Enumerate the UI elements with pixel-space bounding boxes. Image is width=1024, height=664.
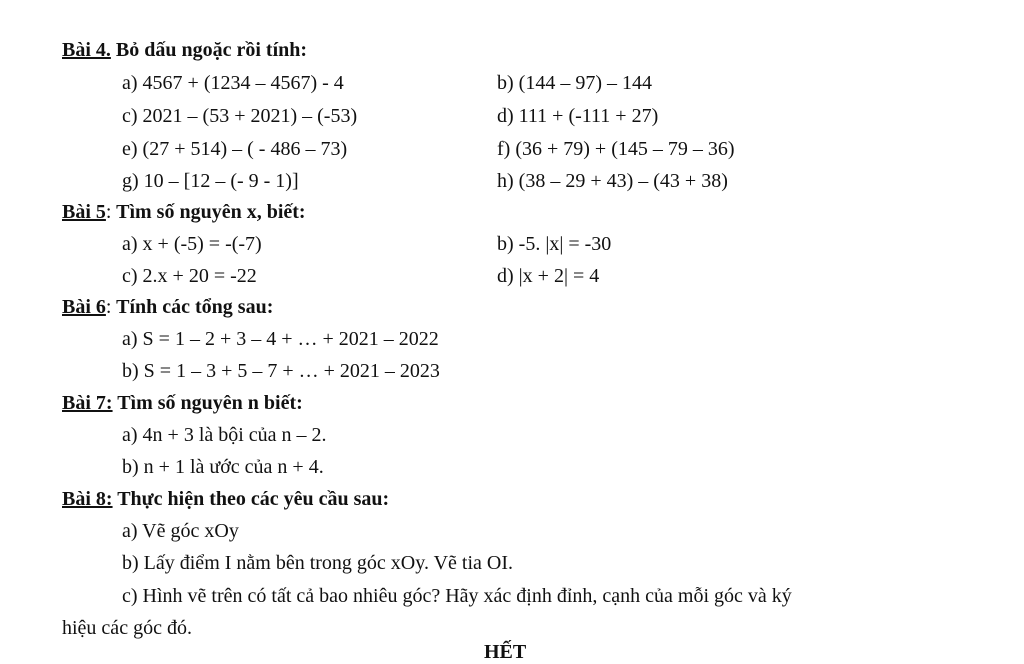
bai7-item-b: b) n + 1 là ước của n + 4. (122, 456, 324, 478)
bai5-item-b: b) -5. |x| = -30 (497, 233, 612, 255)
bai6-heading (62, 295, 273, 319)
bai6-label: Bài 6 (62, 296, 106, 318)
bai4-item-f: f) (36 + 79) + (145 – 79 – 36) (497, 138, 735, 160)
bai5-title: Tìm số nguyên x, biết: (111, 201, 306, 223)
bai5-colon: : (105, 201, 112, 223)
bai4-item-g: g) 10 – [12 – (- 9 - 1)] (122, 170, 299, 192)
bai8-item-c-continued: hiệu các góc đó. (62, 617, 192, 639)
bai4-item-d: d) 111 + (-111 + 27) (497, 105, 659, 127)
bai8-item-b: b) Lấy điểm I nằm bên trong góc xOy. Vẽ tia OI. (122, 552, 514, 574)
bai8-item-a: a) Vẽ góc xOy (122, 520, 239, 542)
bai5-item-d: d) |x + 2| = 4 (497, 265, 600, 287)
bai7-title: Tìm số nguyên n biết: (112, 392, 303, 414)
bai7-item-a: a) 4n + 3 là bội của n – 2. (122, 424, 327, 446)
bai6-item-b: b) S = 1 – 3 + 5 – 7 + … + 2021 – 2023 (122, 360, 440, 382)
bai4-heading (62, 38, 307, 62)
bai6-title: Tính các tổng sau: (111, 296, 274, 318)
bai4-item-h: h) (38 – 29 + 43) – (43 + 38) (497, 170, 728, 192)
bai4-title: Bỏ dấu ngoặc rồi tính: (110, 39, 308, 61)
bai5-heading (62, 200, 306, 224)
bai8-heading (62, 487, 389, 511)
bai4-item-e: e) (27 + 514) – ( - 486 – 73) (122, 138, 348, 160)
bai5-item-c: c) 2.x + 20 = -22 (122, 265, 257, 287)
bai7-label: Bài 7: (62, 392, 113, 414)
bai8-title: Thực hiện theo các yêu cầu sau: (112, 488, 390, 510)
bai8-item-c: c) Hình vẽ trên có tất cả bao nhiêu góc? Hãy xác định đỉnh, cạnh của mỗi góc và ký (122, 585, 792, 607)
bai4-item-b: b) (144 – 97) – 144 (497, 72, 652, 94)
bai4-label: Bài 4. (62, 39, 111, 61)
bai5-item-a: a) x + (-5) = -(-7) (122, 233, 262, 255)
bai4-item-c: c) 2021 – (53 + 2021) – (-53) (122, 105, 358, 127)
bai5-label: Bài 5 (62, 201, 106, 223)
bai6-item-a: a) S = 1 – 2 + 3 – 4 + … + 2021 – 2022 (122, 328, 439, 350)
bai4-item-a: a) 4567 + (1234 – 4567) - 4 (122, 72, 344, 94)
bai6-colon: : (105, 296, 112, 318)
bai7-heading (62, 391, 303, 415)
bai8-label: Bài 8: (62, 488, 113, 510)
footer-end-mark: HẾT (484, 641, 527, 663)
